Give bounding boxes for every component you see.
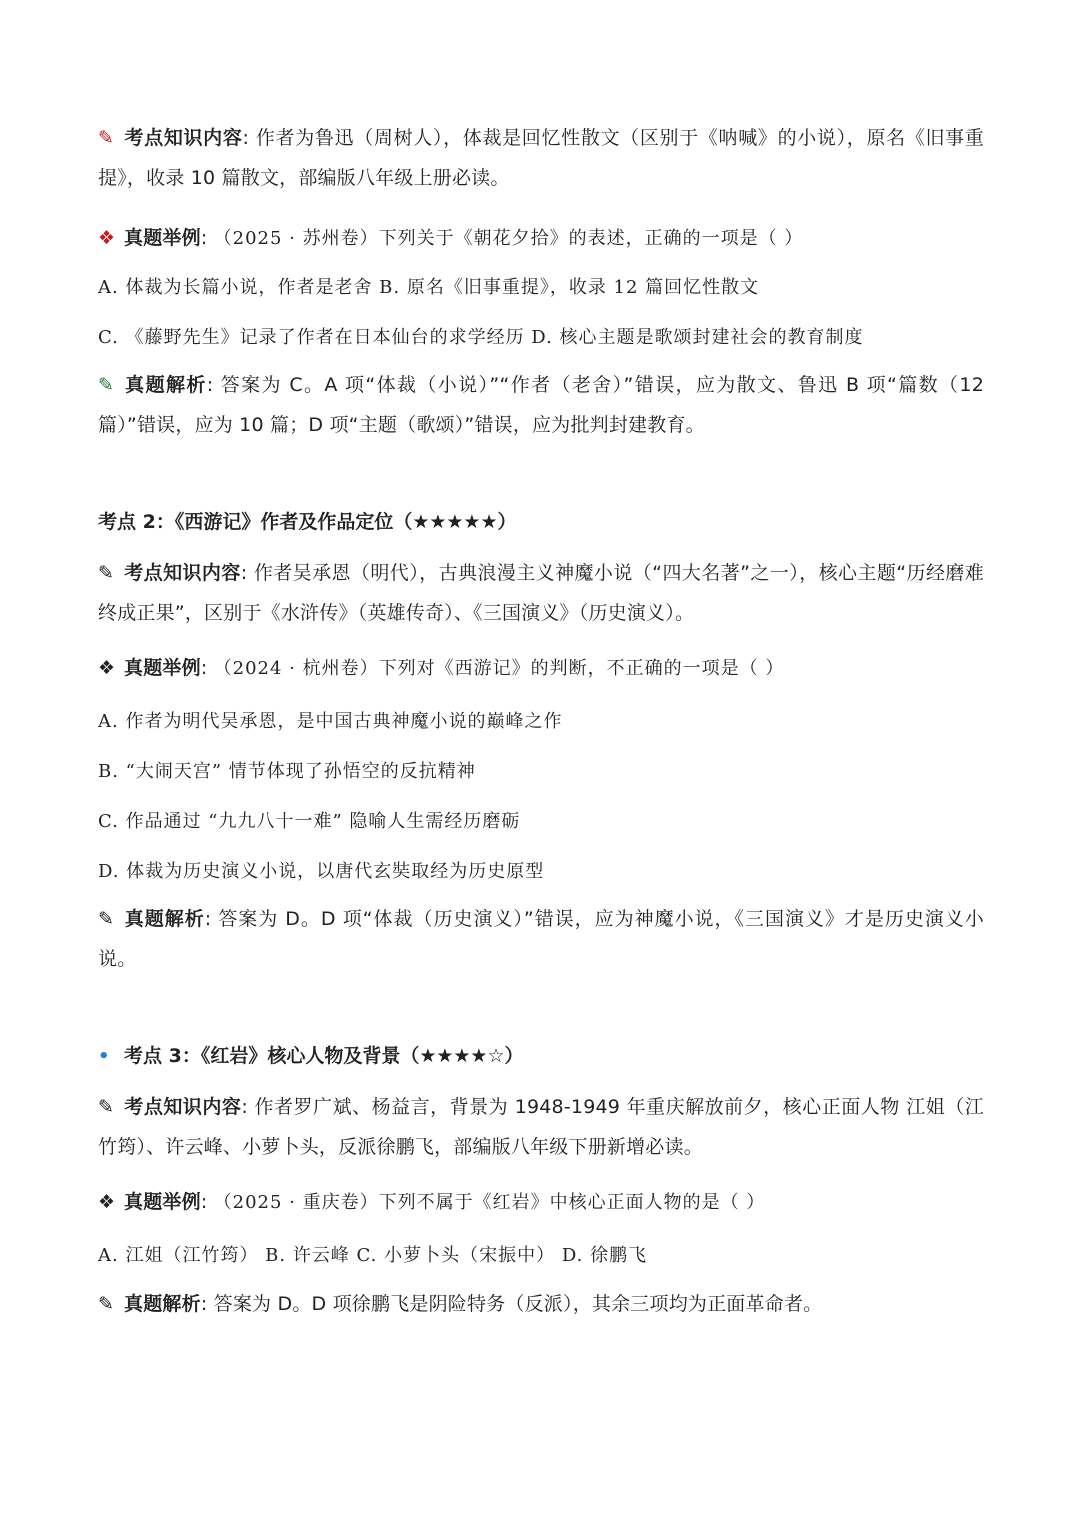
option-line (98, 857, 984, 887)
pen-icon: ✎ (98, 908, 115, 930)
example-block-1: ❖ 真题举例: （2025 · 苏州卷）下列关于《朝花夕拾》的表述，正确的一项是（ ） (98, 218, 984, 258)
option-line (98, 323, 984, 353)
section-heading-2 (98, 507, 984, 537)
knowledge-text: 作者罗广斌、杨益言，背景为 1948-1949 年重庆解放前夕，核心正面人物 江姐（江竹筠）、许云峰、小萝卜头，反派徐鹏飞，部编版八年级下册新增必读。 (98, 1096, 985, 1158)
diamond-icon: ❖ (98, 657, 116, 679)
pencil-icon: ✎ (98, 562, 115, 584)
analysis-label: 真题解析 (124, 1293, 201, 1315)
analysis-text: 答案为 D。D 项“体裁（历史演义）”错误，应为神魔小说，《三国演义》才是历史演义小说。 (98, 908, 984, 970)
knowledge-label: 考点知识内容 (124, 127, 243, 149)
example-block-3: ❖ 真题举例: （2025 · 重庆卷）下列不属于《红岩》中核心正面人物的是（ ） (98, 1182, 984, 1222)
analysis-text: 答案为 D。D 项徐鹏飞是阴险特务（反派），其余三项均为正面革命者。 (213, 1293, 823, 1315)
example-text: （2025 · 重庆卷）下列不属于《红岩》中核心正面人物的是（ ） (213, 1192, 766, 1213)
option-text: C. 《藤野先生》记录了作者在日本仙台的求学经历 D. 核心主题是歌颂封建社会的教育制度 (98, 327, 864, 348)
section-heading: 考点 2：《西游记》作者及作品定位（★★★★★） (98, 511, 517, 533)
option-line (98, 757, 984, 787)
option-line (98, 273, 984, 303)
pencil-icon: ✎ (98, 1096, 115, 1118)
pen-icon: ✎ (98, 1293, 115, 1315)
option-line (98, 707, 984, 737)
example-text: （2025 · 苏州卷）下列关于《朝花夕拾》的表述，正确的一项是（ ） (213, 228, 804, 249)
analysis-label: 真题解析 (124, 908, 205, 930)
option-text: A. 江姐（江竹筠） B. 许云峰 C. 小萝卜头（宋振中） D. 徐鹏飞 (98, 1245, 648, 1266)
diamond-icon: ❖ (98, 1191, 116, 1213)
knowledge-block-2: ✎ 考点知识内容: 作者吴承恩（明代），古典浪漫主义神魔小说（“四大名著”之一），核心主题“历经磨难终成正果”，区别于《水浒传》（英雄传奇）、《三国演义》（历史演义）。 (98, 553, 984, 633)
analysis-block-3: ✎ 真题解析: 答案为 D。D 项徐鹏飞是阴险特务（反派），其余三项均为正面革命者。 (98, 1284, 984, 1324)
example-label: 真题举例 (124, 657, 201, 679)
knowledge-block-3: ✎ 考点知识内容: 作者罗广斌、杨益言，背景为 1948-1949 年重庆解放前夕，核心正面人物 江姐（江竹筠）、许云峰、小萝卜头，反派徐鹏飞，部编版八年级下册新增必读。 (98, 1087, 984, 1167)
example-label: 真题举例 (124, 1191, 201, 1213)
option-text: A. 作者为明代吴承恩，是中国古典神魔小说的巅峰之作 (98, 711, 563, 732)
option-text: C. 作品通过 “九九八十一难” 隐喻人生需经历磨砺 (98, 811, 521, 832)
bullet-icon: • (98, 1046, 110, 1067)
section-heading-3 (98, 1041, 984, 1072)
option-text: A. 体裁为长篇小说，作者是老舍 B. 原名《旧事重提》，收录 12 篇回忆性散文 (98, 277, 760, 298)
knowledge-label: 考点知识内容 (124, 562, 241, 584)
option-text: D. 体裁为历史演义小说，以唐代玄奘取经为历史原型 (98, 861, 545, 882)
knowledge-text: 作者吴承恩（明代），古典浪漫主义神魔小说（“四大名著”之一），核心主题“历经磨难终成正果”，区别于《水浒传》（英雄传奇）、《三国演义》（历史演义）。 (98, 562, 984, 624)
diamond-icon: ❖ (98, 227, 116, 249)
example-block-2: ❖ 真题举例: （2024 · 杭州卷）下列对《西游记》的判断，不正确的一项是（ ） (98, 648, 984, 688)
option-line (98, 807, 984, 837)
example-text: （2024 · 杭州卷）下列对《西游记》的判断，不正确的一项是（ ） (213, 658, 785, 679)
knowledge-block-1: ✎ 考点知识内容: 作者为鲁迅（周树人），体裁是回忆性散文（区别于《呐喊》的小说），原名《旧事重提》，收录 10 篇散文，部编版八年级上册必读。 (98, 118, 984, 198)
knowledge-text: 作者为鲁迅（周树人），体裁是回忆性散文（区别于《呐喊》的小说），原名《旧事重提》，收录 10 篇散文，部编版八年级上册必读。 (98, 127, 985, 189)
option-line (98, 1241, 984, 1271)
pencil-icon: ✎ (98, 127, 115, 149)
knowledge-label: 考点知识内容 (124, 1096, 242, 1118)
example-label: 真题举例 (124, 227, 201, 249)
option-text: B. “大闹天宫” 情节体现了孙悟空的反抗精神 (98, 761, 476, 782)
pen-icon: ✎ (98, 374, 115, 396)
analysis-block-2: ✎ 真题解析: 答案为 D。D 项“体裁（历史演义）”错误，应为神魔小说，《三国演义》才是历史演义小说。 (98, 899, 984, 979)
analysis-label: 真题解析 (124, 374, 207, 396)
analysis-text: 答案为 C。A 项“体裁（小说）”“作者（老舍）”错误，应为散文、鲁迅 B 项“篇数（12 篇）”错误，应为 10 篇；D 项“主题（歌颂）”错误，应为批判封建教育。 (98, 374, 984, 436)
section-heading: 考点 3：《红岩》核心人物及背景（★★★★☆） (124, 1045, 524, 1067)
analysis-block-1: ✎ 真题解析: 答案为 C。A 项“体裁（小说）”“作者（老舍）”错误，应为散文、鲁迅 B 项“篇数（12 篇）”错误，应为 10 篇；D 项“主题（歌颂）”错误，应为批判封建教育。 (98, 365, 984, 445)
